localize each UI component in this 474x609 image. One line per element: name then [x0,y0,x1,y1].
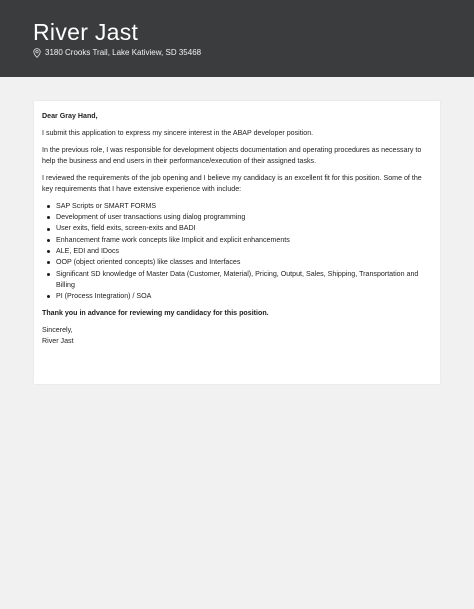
skill-item: OOP (object oriented concepts) like classes and Interfaces [56,257,434,268]
letter-body [42,111,434,347]
skills-list [42,201,434,303]
skill-item: Development of user transactions using dialog programming [56,212,434,223]
skill-item: Significant SD knowledge of Master Data (Customer, Material), Pricing, Output, Sales, Shipping, Transportation and Billing [56,269,434,292]
header-banner [0,0,474,77]
letter-paragraph: I submit this application to express my sincere interest in the ABAP developer position. [42,128,314,137]
letter-card [34,101,440,384]
skill-item: SAP Scripts or SMART FORMS [56,201,434,212]
skill-item: Enhancement frame work concepts like Implicit and explicit enhancements [56,235,434,246]
skill-item: PI (Process Integration) / SOA [56,291,434,302]
letter-greeting: Dear Gray Hand, [42,112,98,120]
address-line [33,47,201,59]
letter-thanks: Thank you in advance for reviewing my candidacy for this position. [42,308,269,317]
skill-item: User exits, field exits, screen-exits and BADI [56,223,434,234]
location-pin-icon [33,48,41,58]
letter-closing: Sincerely, [42,325,73,334]
letter-paragraph: In the previous role, I was responsible for development objects documentation and operating procedures as necessary to help the business and end users in their performance/execution of their assigned tasks. [42,145,422,165]
letter-signature: River Jast [42,337,74,346]
applicant-name: River Jast [33,19,139,45]
address-text: 3180 Crooks Trail, Lake Katiview, SD 35468 [45,48,202,57]
skill-item: ALE, EDI and IDocs [56,246,434,257]
letter-paragraph: I reviewed the requirements of the job opening and I believe my candidacy is an excellent fit for this position. Some of the key requirements that I have extensive experience with include: [42,173,422,193]
